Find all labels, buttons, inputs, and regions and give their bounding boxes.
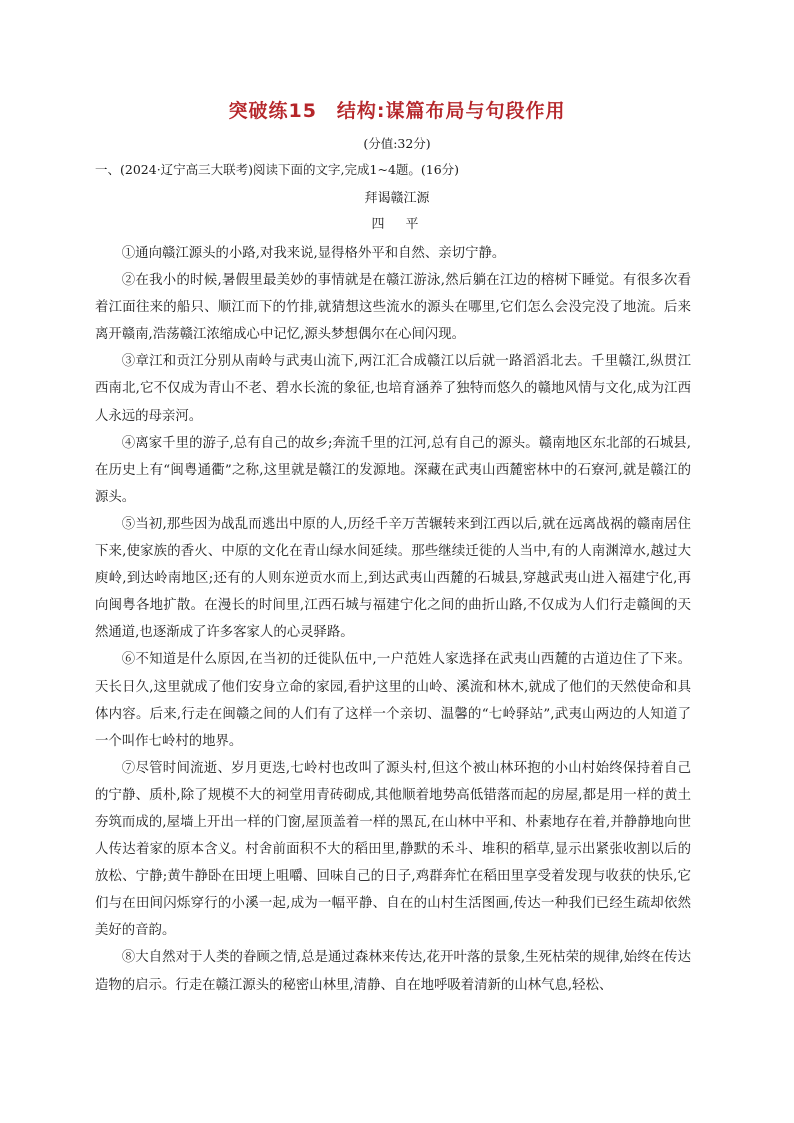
paragraph-5: ⑤当初,那些因为战乱而逃出中原的人,历经千辛万苦辗转来到江西以后,就在远离战祸的赣南居住下来,使家族的香火、中原的文化在青山绿水间延续。那些继续迁徙的人当中,有的人南渊漳水,越过大庾岭,到达岭南地区;还有的人则东逆贡水而上,到达武夷山西麓的石城县,穿越武夷山进入福建宁化,再向闽粤各地扩散。在漫长的时间里,江西石城与福建宁化之间的曲折山路,不仅成为人们行走赣闽的天然通道,也逐渐成了许多客家人的心灵驿路。 bbox=[95, 516, 691, 641]
paragraph-1: ①通向赣江源头的小路,对我来说,显得格外平和自然、亲切宁静。 bbox=[121, 246, 506, 261]
paragraph-2: ②在我小的时候,暑假里最美妙的事情就是在赣江游泳,然后躺在江边的榕树下睡觉。有很多次看着江面往来的船只、顺江而下的竹排,就猜想这些流水的源头在哪里,它们怎么会没完没了地流。后来离开赣南,浩荡赣江浓缩成心中记忆,源头梦想偶尔在心间闪现。 bbox=[95, 273, 691, 343]
score-note: (分值:32分) bbox=[363, 136, 431, 151]
question-prompt: 一、(2024·辽宁高三大联考)阅读下面的文字,完成1~4题。(16分) bbox=[95, 162, 460, 177]
page-title: 突破练15 结构:谋篇布局与句段作用 bbox=[228, 100, 566, 122]
paragraph-4: ④离家千里的游子,总有自己的故乡;奔流千里的江河,总有自己的源头。赣南地区东北部的石城县,在历史上有“闽粤通衢”之称,这里就是赣江的发源地。深藏在武夷山西麓密林中的石寮河,就是赣江的源头。 bbox=[95, 435, 691, 505]
article-title: 拜谒赣江源 bbox=[364, 191, 430, 206]
article-body bbox=[95, 240, 691, 999]
paragraph-3: ③章江和贡江分别从南岭与武夷山流下,两江汇合成赣江以后就一路滔滔北去。千里赣江,纵贯江西南北,它不仅成为青山不老、碧水长流的象征,也培育涵养了独特而悠久的赣地风情与文化,成为江西人永远的母亲河。 bbox=[95, 354, 691, 424]
paragraph-8: ⑧大自然对于人类的眷顾之情,总是通过森林来传达,花开叶落的景象,生死枯荣的规律,始终在传达造物的启示。行走在赣江源头的秘密山林里,清静、自在地呼吸着清新的山林气息,轻松、 bbox=[95, 950, 691, 993]
paragraph-7: ⑦尽管时间流逝、岁月更迭,七岭村也改叫了源头村,但这个被山林环抱的小山村始终保持着自己的宁静、质朴,除了规模不大的祠堂用青砖砌成,其他顺着地势高低错落而起的房屋,都是用一样的黄土夯筑而成的,屋墙上开出一样的门窗,屋顶盖着一样的黑瓦,在山林中平和、朴素地存在着,并静静地向世人传达着家的原本含义。村舍前面积不大的稻田里,静默的禾斗、堆积的稻草,显示出紧张收割以后的放松、宁静;黄牛静卧在田埂上咀嚼、回味自己的日子,鸡群奔忙在稻田里享受着发现与收获的快乐,它们与在田间闪烁穿行的小溪一起,成为一幅平静、自在的山村生活图画,传达一种我们已经生疏却依然美好的音韵。 bbox=[95, 760, 691, 939]
paragraph-6: ⑥不知道是什么原因,在当初的迁徙队伍中,一户范姓人家选择在武夷山西麓的古道边住了下来。天长日久,这里就成了他们安身立命的家园,看护这里的山岭、溪流和林木,就成了他们的天然使命和具体内容。后来,行走在闽赣之间的人们有了这样一个亲切、温馨的“七岭驿站”,武夷山两边的人知道了一个叫作七岭村的地界。 bbox=[95, 652, 691, 749]
article-author: 四 平 bbox=[371, 217, 423, 232]
